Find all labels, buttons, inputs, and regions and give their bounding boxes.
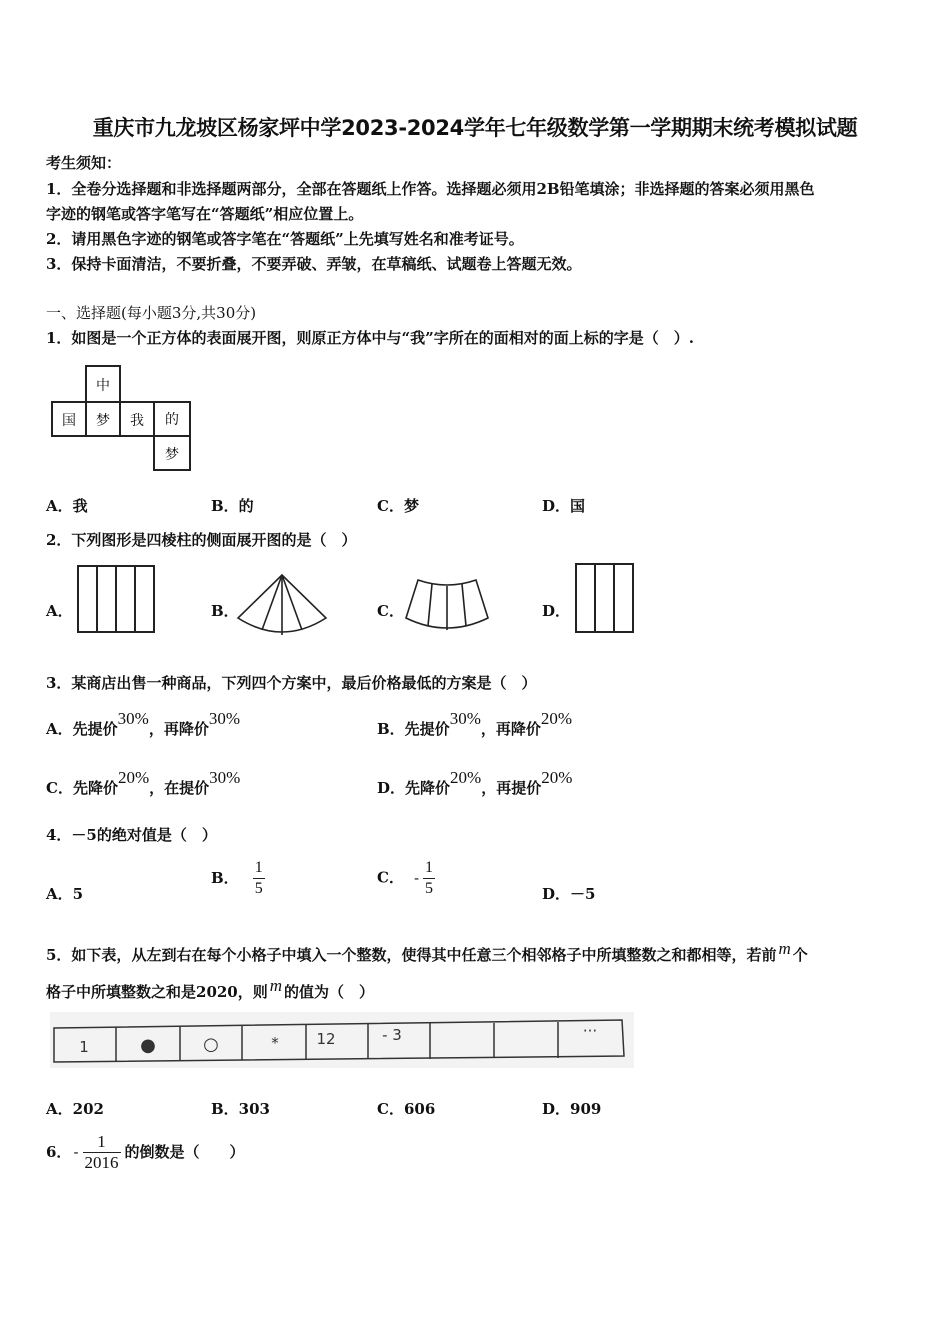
q1-option-a: A．我	[46, 497, 88, 515]
section-heading: 一、选择题(每小题3分,共30分)	[46, 304, 257, 322]
question-3-stem: 3．某商店出售一种商品，下列四个方案中，最后价格最低的方案是（ ）	[46, 674, 537, 692]
question-1-stem: 1．如图是一个正方体的表面展开图，则原正方体中与“我”字所在的面相对的面上标的字是（ ）.	[46, 329, 694, 347]
strip-cell-2: ●	[140, 1035, 156, 1056]
net-text-m1: 梦	[96, 413, 110, 429]
q2-figure-a	[76, 564, 158, 636]
q2-option-c: C．	[377, 602, 404, 620]
net-text-bottom: 梦	[165, 447, 179, 463]
q2-figure-d	[574, 562, 636, 636]
q4-option-a: A．5	[46, 885, 84, 903]
notice-item-1-cont: 字迹的钢笔或答字笔写在“答题纸”相应位置上。	[46, 205, 364, 223]
strip-cell-3: ○	[203, 1034, 219, 1055]
q2-figure-c	[402, 574, 492, 636]
q2-option-d: D．	[542, 602, 571, 620]
strip-cell-4: *	[271, 1034, 279, 1052]
cube-net-figure	[50, 364, 196, 474]
question-4-stem: 4．－5的绝对值是（ ）	[46, 826, 217, 844]
net-text-right: 的	[165, 412, 179, 428]
notice-item-1: 1．全卷分选择题和非选择题两部分，全部在答题纸上作答。选择题必须用2B铅笔填涂；非选择题的答案必须用黑色	[46, 180, 815, 198]
q5-option-b: B．303	[211, 1100, 270, 1118]
question-6-stem: 6． - $\frac{1}{2016}$ 的倒数是（ ）	[46, 1132, 245, 1172]
q1-option-b: B．的	[211, 497, 254, 515]
q4-option-b: B． $\frac{1}{5}$	[211, 859, 263, 897]
strip-cell-6: - 3	[382, 1026, 402, 1044]
q1-option-d: D．国	[542, 497, 586, 515]
q4-option-d: D．－5	[542, 885, 596, 903]
strip-cell-1: 1	[79, 1038, 89, 1056]
page-title: 重庆市九龙坡区杨家坪中学2023-2024学年七年级数学第一学期期末统考模拟试题	[92, 116, 858, 140]
q3-option-a: A．先提价30%，再降价30%	[46, 709, 240, 738]
q5-option-c: C．606	[377, 1100, 436, 1118]
q4-option-c: C． - $\frac{1}{5}$	[377, 859, 434, 897]
number-strip-table	[50, 1012, 634, 1068]
net-text-top: 中	[96, 378, 110, 394]
q2-option-a: A．	[46, 602, 73, 620]
strip-cell-5: 12	[316, 1030, 336, 1048]
net-text-m2: 我	[130, 413, 144, 429]
notice-heading: 考生须知：	[46, 154, 122, 172]
q2-option-b: B．	[211, 602, 239, 620]
q3-option-b: B．先提价30%，再降价20%	[377, 709, 573, 738]
question-2-stem: 2．下列图形是四棱柱的侧面展开图的是（ ）	[46, 531, 357, 549]
q3-option-d: D．先降价20%，再提价20%	[377, 768, 573, 797]
q3-option-c: C．先降价20%，在提价30%	[46, 768, 241, 797]
net-text-left: 国	[62, 413, 76, 429]
question-5-stem-cont: 格子中所填整数之和是2020，则 m 的值为（ ）	[46, 976, 375, 1001]
notice-item-2: 2．请用黑色字迹的钢笔或答字笔在“答题纸”上先填写姓名和准考证号。	[46, 230, 524, 248]
notice-item-3: 3．保持卡面清洁，不要折叠，不要弄破、弄皱，在草稿纸、试题卷上答题无效。	[46, 255, 582, 273]
strip-cell-9: ···	[582, 1022, 598, 1040]
q2-figure-b	[234, 572, 330, 638]
q5-option-a: A．202	[46, 1100, 104, 1118]
question-5-stem: 5．如下表，从左到右在每个小格子中填入一个整数，使得其中任意三个相邻格子中所填整数之和都相等，若前 m 个	[46, 939, 808, 964]
q5-option-d: D．909	[542, 1100, 602, 1118]
q1-option-c: C．梦	[377, 497, 419, 515]
